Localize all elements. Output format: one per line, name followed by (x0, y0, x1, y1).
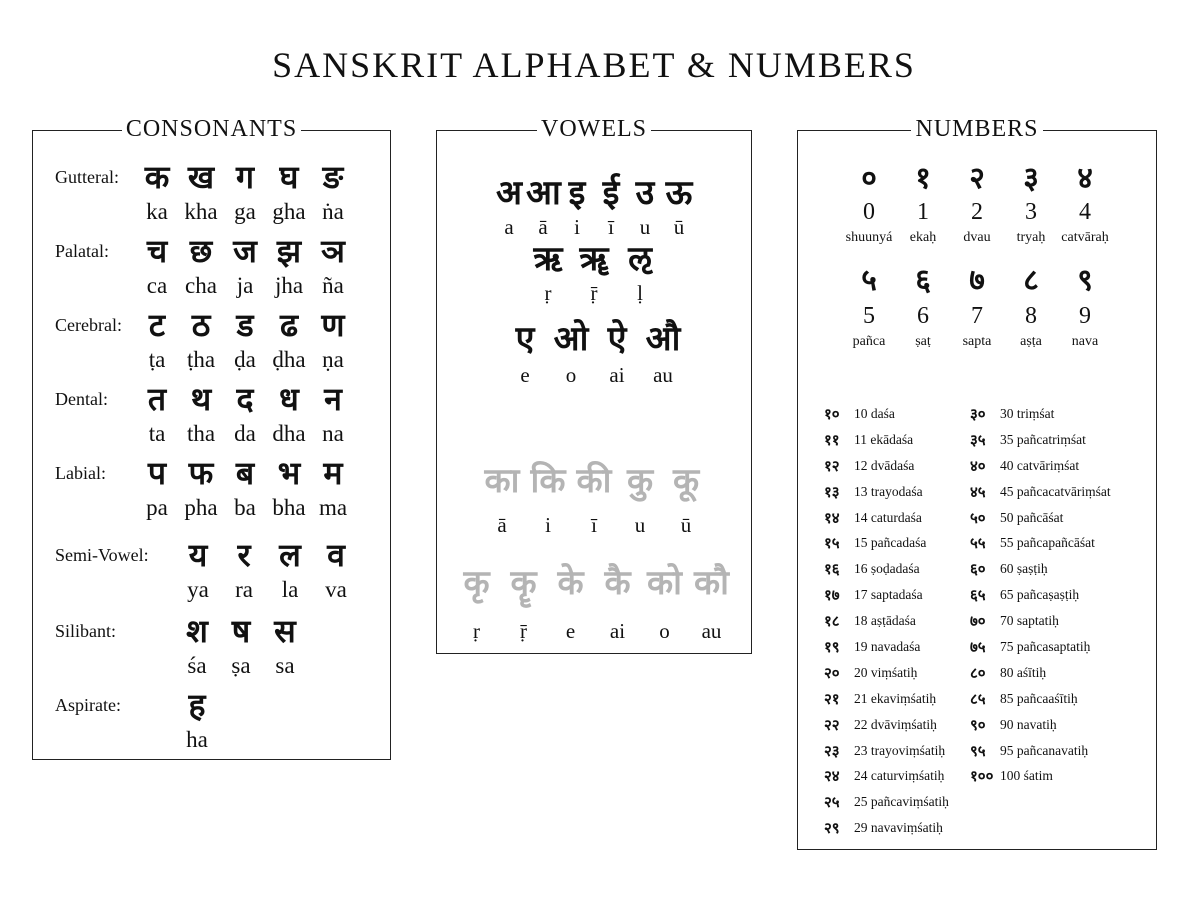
number-list-item (824, 712, 949, 738)
consonant-transliteration: cha (185, 273, 217, 298)
number-list-item (824, 505, 949, 531)
vowel-row-1-translit (437, 215, 751, 239)
consonant-transliteration: ka (146, 199, 168, 224)
devanagari-numeral: ८० (970, 663, 986, 682)
devanagari-numeral: १२ (824, 456, 840, 475)
numerals-row-1-devanagari-item: ४ (1077, 161, 1093, 196)
number-list-item (970, 556, 1111, 582)
number-word: 13 trayodaśa (854, 483, 923, 499)
vowel-row-5-letter-item: कौ (694, 563, 729, 603)
numerals-row-2-arabic-item: 8 (1025, 303, 1037, 329)
vowel-row-5-translit-item: ṛ (473, 619, 480, 643)
devanagari-numeral: १७ (824, 586, 840, 605)
consonant-transliteration: pha (184, 495, 218, 520)
numbers-panel (797, 116, 1157, 850)
vowel-row-4-letter-item: की (576, 461, 612, 501)
vowel-row-5-translit-item: o (659, 619, 670, 643)
devanagari-numeral: १६ (824, 560, 840, 579)
vowel-row-1-translit-item: a (504, 215, 514, 239)
consonant-row-label: Cerebral: (55, 315, 122, 335)
vowel-row-2-letters (437, 239, 751, 279)
number-list-item (824, 556, 949, 582)
vowel-row-2-translit (437, 281, 751, 305)
number-word: 19 navadaśa (854, 638, 921, 654)
vowel-row-2-letter-item: ॠ (579, 239, 609, 279)
vowels-heading: VOWELS (437, 115, 751, 143)
vowel-row-4-translit-item: ā (497, 513, 507, 537)
numerals-row-1-word-item: dvau (963, 230, 991, 245)
vowel-row-1-translit-item: i (574, 215, 580, 239)
vowel-row-3-letter-item: औ (645, 319, 681, 359)
devanagari-numeral: ७५ (970, 637, 986, 656)
number-word: 11 ekādaśa (854, 431, 914, 447)
consonant-transliterations (175, 577, 359, 603)
vowel-row-5-translit-item: ṝ (520, 619, 527, 643)
number-word: 21 ekaviṃśatiḥ (854, 690, 937, 706)
consonant-letter: ष (231, 612, 251, 650)
consonant-row (33, 159, 390, 235)
number-list-item (824, 738, 949, 764)
consonant-transliteration: ṭha (186, 347, 216, 372)
consonant-transliteration: bha (272, 495, 306, 520)
number-list-item (824, 608, 949, 634)
vowels-panel (436, 116, 752, 654)
consonant-transliteration: ṅa (322, 199, 344, 224)
number-list-item (970, 530, 1111, 556)
numerals-row-2-devanagari-item: ७ (969, 263, 985, 298)
consonant-transliteration: ha (186, 727, 208, 752)
consonant-transliteration: tha (186, 421, 216, 446)
number-word: 29 navaviṃśatiḥ (854, 820, 943, 836)
consonant-transliterations (135, 199, 355, 225)
consonant-transliteration: sa (275, 653, 295, 678)
vowel-row-4-letters (437, 461, 751, 501)
numerals-row-1-arabic-item: 2 (971, 199, 983, 225)
vowel-row-3-letter-item: ए (515, 319, 535, 359)
vowel-row-1-letter-item: अ (496, 173, 522, 213)
number-word: 17 saptadaśa (854, 587, 923, 603)
vowel-row-1-translit-item: ā (538, 215, 548, 239)
numerals-row-1-devanagari-item: २ (969, 161, 985, 196)
consonant-letter: भ (277, 454, 301, 492)
devanagari-numeral: ९० (970, 715, 986, 734)
number-list-item (824, 660, 949, 686)
vowel-row-5-letter-item: कॄ (510, 563, 537, 603)
consonant-letter: ध (279, 380, 299, 418)
numerals-row-2-word-item: ṣaṭ (915, 334, 931, 349)
number-list-item (824, 582, 949, 608)
number-list-item (824, 453, 949, 479)
consonant-letters (175, 687, 219, 723)
consonant-letter: फ (188, 454, 214, 492)
vowel-row-4-translit-item: ī (591, 513, 597, 537)
devanagari-numeral: १५ (824, 534, 840, 553)
vowel-row-3-translit-item: au (653, 363, 673, 387)
consonant-letters (135, 159, 355, 195)
vowel-row-4-letter-item: कि (530, 461, 566, 501)
numerals-row-1-word-item: ekaḥ (909, 230, 937, 245)
consonant-transliterations (175, 653, 307, 679)
consonant-transliteration: pa (146, 495, 168, 520)
numbers-heading: NUMBERS (798, 115, 1156, 143)
numerals-row-1-arabic-item: 0 (863, 199, 875, 225)
number-word: 40 catvāriṃśat (1000, 457, 1080, 473)
number-word: 70 saptatiḥ (1000, 613, 1059, 629)
numerals-row-1-devanagari-item: १ (915, 161, 931, 196)
consonant-letter: द (236, 380, 254, 418)
numerals-row-2-arabic-item: 9 (1079, 303, 1091, 329)
number-list-item (970, 427, 1111, 453)
consonant-transliteration: ḍa (234, 347, 256, 372)
numerals-row-2-word-item: sapta (962, 334, 992, 349)
vowel-row-2-letter-item: ऋ (533, 239, 563, 279)
consonant-letter: च (146, 232, 168, 270)
numerals-row-2-devanagari-item: ९ (1077, 263, 1093, 298)
number-word: 75 pañcasaptatiḥ (1000, 638, 1091, 654)
numerals-row-2-arabic-item: 6 (917, 303, 929, 329)
number-list-item (970, 712, 1111, 738)
number-word: 95 pañcanavatiḥ (1000, 742, 1089, 758)
number-list-item (970, 686, 1111, 712)
number-list-item (970, 479, 1111, 505)
consonant-row (33, 233, 390, 309)
numerals-row-1-arabic (798, 199, 1156, 225)
consonant-transliteration: ca (146, 273, 168, 298)
number-word: 14 caturdaśa (854, 509, 922, 525)
devanagari-numeral: ३० (970, 404, 986, 423)
number-list-item (824, 789, 949, 815)
vowel-row-1-letter-item: ऊ (665, 173, 693, 213)
number-word: 23 trayoviṃśatiḥ (854, 742, 946, 758)
consonant-letter: प (147, 454, 167, 492)
devanagari-numeral: १३ (824, 482, 840, 501)
number-list-item (824, 530, 949, 556)
number-list-item (824, 401, 949, 427)
consonant-row-label: Silibant: (55, 621, 117, 641)
devanagari-numeral: २५ (824, 793, 840, 812)
consonant-transliteration: ṣa (231, 653, 251, 678)
numerals-row-1-words (798, 229, 1156, 247)
consonant-row (33, 537, 390, 613)
vowel-row-1-letter-item: इ (568, 173, 586, 213)
consonant-letter: ग (235, 158, 255, 196)
consonant-letter: य (188, 536, 208, 574)
number-word: 20 viṃśatiḥ (854, 664, 918, 680)
numerals-row-1-word-item: shuunyá (845, 230, 893, 245)
consonant-letter: क (144, 158, 170, 196)
number-list-item (970, 738, 1111, 764)
vowel-row-3-translit-item: ai (609, 363, 625, 387)
vowel-row-3-translit (437, 363, 751, 387)
numerals-row-1-arabic-item: 1 (917, 199, 929, 225)
consonant-letter: स (274, 612, 296, 650)
consonant-transliteration: ba (234, 495, 256, 520)
devanagari-numeral: ७० (970, 612, 986, 631)
number-word: 45 pañcacatvāriṃśat (1000, 483, 1111, 499)
vowel-row-5-translit-item: au (701, 619, 722, 643)
number-word: 100 śatim (1000, 768, 1053, 784)
devanagari-numeral: २२ (824, 715, 840, 734)
number-list-item (970, 608, 1111, 634)
number-word: 22 dvāviṃśatiḥ (854, 716, 937, 732)
vowel-row-4-letter-item: कु (626, 461, 654, 501)
consonant-transliteration: dha (272, 421, 306, 446)
numerals-row-2-devanagari-item: ५ (861, 263, 877, 298)
number-list-item (824, 815, 949, 841)
number-word: 25 pañcaviṃśatiḥ (854, 794, 949, 810)
consonant-letter: ख (187, 158, 215, 196)
number-word: 35 pañcatriṃśat (1000, 431, 1086, 447)
vowel-row-2-translit-item: ṝ (590, 281, 598, 305)
consonant-row-label: Gutteral: (55, 167, 119, 187)
consonant-row (33, 381, 390, 457)
devanagari-numeral: ८५ (970, 689, 986, 708)
vowel-row-1-letter-item: आ (526, 173, 561, 213)
number-word: 30 triṃśat (1000, 405, 1055, 421)
consonant-row-label: Aspirate: (55, 695, 121, 715)
consonant-transliterations (135, 347, 355, 373)
consonant-letter: र (237, 536, 251, 574)
numerals-row-2-words (798, 333, 1156, 351)
numerals-row-2-arabic-item: 7 (971, 303, 983, 329)
vowel-row-5-letter-item: के (557, 563, 584, 603)
consonant-row (33, 455, 390, 531)
consonant-letters (135, 381, 355, 417)
consonants-panel (32, 116, 391, 760)
vowel-row-1-letters (437, 173, 751, 213)
number-list-item (970, 763, 1111, 789)
number-word: 90 navatiḥ (1000, 716, 1057, 732)
number-list-item (970, 401, 1111, 427)
consonant-transliteration: la (281, 577, 299, 602)
devanagari-numeral: ३५ (970, 430, 986, 449)
page-title: SANSKRIT ALPHABET & NUMBERS (272, 45, 916, 85)
number-list-item (824, 686, 949, 712)
number-word: 50 pañcāśat (1000, 509, 1064, 525)
numerals-row-1-devanagari-item: ३ (1023, 161, 1039, 196)
consonant-transliteration: śa (187, 653, 207, 678)
consonant-row (33, 687, 390, 763)
consonant-letter: त (147, 380, 167, 418)
numerals-row-1-arabic-item: 3 (1025, 199, 1037, 225)
numerals-row-2-devanagari-item: ८ (1023, 263, 1039, 298)
consonant-transliteration: ṇa (322, 347, 344, 372)
vowel-row-3-letter-item: ऐ (607, 319, 627, 359)
vowel-row-5-translit-item: ai (609, 619, 626, 643)
devanagari-numeral: २१ (824, 689, 840, 708)
consonant-transliteration: ḍha (272, 347, 306, 372)
vowel-row-5-letter-item: कै (604, 563, 631, 603)
vowel-row-5-translit (437, 619, 751, 643)
number-word: 85 pañcaaśītiḥ (1000, 690, 1078, 706)
consonant-transliteration: gha (272, 199, 306, 224)
consonant-letters (175, 613, 307, 649)
consonant-transliteration: ta (148, 421, 166, 446)
consonant-letter: ज (233, 232, 257, 270)
consonant-transliteration: ra (235, 577, 253, 602)
number-list-item (970, 634, 1111, 660)
vowel-row-5-letters (437, 563, 751, 603)
number-list-item (824, 479, 949, 505)
consonant-letter: न (324, 380, 342, 418)
number-word: 65 pañcaṣaṣṭiḥ (1000, 587, 1080, 603)
devanagari-numeral: ६५ (970, 586, 986, 605)
number-list-item (970, 505, 1111, 531)
vowel-row-5-letter-item: कृ (463, 563, 490, 603)
devanagari-numeral: २३ (824, 741, 840, 760)
devanagari-numeral: १० (824, 404, 840, 423)
consonant-transliteration: ṭa (148, 347, 166, 372)
number-word: 16 ṣoḍadaśa (854, 561, 920, 577)
consonants-heading: CONSONANTS (33, 115, 390, 143)
consonant-transliteration: ja (236, 273, 254, 298)
numerals-row-2-arabic-item: 5 (863, 303, 875, 329)
consonant-letter: ब (235, 454, 255, 492)
number-list-item (970, 453, 1111, 479)
vowel-row-3-translit-item: e (520, 363, 530, 387)
consonant-letter: ञ (321, 232, 345, 270)
number-list-item (824, 634, 949, 660)
vowel-row-5-letter-item: को (647, 563, 682, 603)
devanagari-numeral: ५५ (970, 534, 986, 553)
vowel-row-1-translit-item: u (639, 215, 651, 239)
devanagari-numeral: ५० (970, 508, 986, 527)
consonant-letter: ट (148, 306, 166, 344)
consonant-row-label: Dental: (55, 389, 108, 409)
numerals-row-2-devanagari-item: ६ (915, 263, 931, 298)
numerals-row-2-arabic (798, 303, 1156, 329)
consonant-letters (135, 233, 355, 269)
consonant-letter: छ (189, 232, 213, 270)
consonant-letter: म (323, 454, 343, 492)
vowel-row-1-letter-item: उ (635, 173, 655, 213)
number-list-right (970, 401, 1111, 789)
numerals-row-1-word-item: tryaḥ (1016, 230, 1046, 245)
number-word: 15 pañcadaśa (854, 535, 927, 551)
vowel-row-2-letter-item: ऌ (628, 239, 652, 279)
consonant-letter: श (186, 612, 208, 650)
consonant-letter: व (327, 536, 345, 574)
consonant-transliterations (135, 421, 355, 447)
number-word: 60 ṣaṣṭiḥ (1000, 561, 1048, 577)
consonant-letter: झ (276, 232, 302, 270)
consonant-letters (135, 307, 355, 343)
vowel-row-5-translit-item: e (565, 619, 576, 643)
number-list-item (824, 763, 949, 789)
consonant-transliteration: ya (187, 577, 209, 602)
consonant-row (33, 613, 390, 689)
consonant-letter: घ (279, 158, 299, 196)
vowel-row-4-translit (437, 513, 751, 537)
consonant-transliteration: ña (322, 273, 344, 298)
consonant-row-label: Labial: (55, 463, 106, 483)
devanagari-numeral: २९ (824, 819, 840, 838)
consonant-transliteration: jha (274, 273, 304, 298)
devanagari-numeral: १९ (824, 637, 840, 656)
vowel-row-3-letter-item: ओ (553, 319, 589, 359)
devanagari-numeral: ४५ (970, 482, 986, 501)
number-word: 24 caturviṃśatiḥ (854, 768, 945, 784)
numerals-row-2-devanagari (798, 263, 1156, 299)
vowel-row-2-translit-item: ṛ (544, 281, 552, 305)
consonant-letter: थ (190, 380, 212, 418)
consonant-row-label: Semi-Vowel: (55, 545, 149, 565)
consonant-transliterations (175, 727, 219, 753)
vowel-row-4-translit-item: ū (680, 513, 692, 537)
number-word: 10 daśa (854, 405, 895, 421)
number-word: 18 aṣṭādaśa (854, 613, 916, 629)
vowel-row-1-translit-item: ū (673, 215, 685, 239)
number-list-item (970, 660, 1111, 686)
consonant-transliteration: va (325, 577, 347, 602)
vowel-row-4-translit-item: i (545, 513, 551, 537)
devanagari-numeral: ९५ (970, 741, 986, 760)
numerals-row-1-devanagari (798, 161, 1156, 197)
vowel-row-2-translit-item: ḷ (637, 281, 643, 305)
numerals-row-2-word-item: nava (1071, 334, 1099, 349)
vowel-row-4-letter-item: कू (672, 461, 700, 501)
consonant-letter: ङ (322, 158, 344, 196)
consonant-transliteration: da (234, 421, 256, 446)
numerals-row-1-arabic-item: 4 (1079, 199, 1091, 225)
number-list-item (824, 427, 949, 453)
vowel-row-4-translit-item: u (634, 513, 646, 537)
consonant-transliterations (135, 495, 355, 521)
number-list-item (970, 582, 1111, 608)
consonant-letter: ड (236, 306, 254, 344)
vowel-row-1-letter-item: ई (602, 173, 620, 213)
consonant-row-label: Palatal: (55, 241, 109, 261)
devanagari-numeral: ४० (970, 456, 986, 475)
consonant-letters (135, 455, 355, 491)
consonant-letter: ढ (279, 306, 299, 344)
vowel-row-1-translit-item: ī (608, 215, 614, 239)
consonant-letters (175, 537, 359, 573)
consonant-transliteration: ga (234, 199, 256, 224)
consonant-transliteration: ma (318, 495, 348, 520)
consonant-row (33, 307, 390, 383)
number-word: 55 pañcapañcāśat (1000, 535, 1095, 551)
consonant-letter: ण (321, 306, 345, 344)
numerals-row-2-word-item: pañca (852, 334, 886, 349)
devanagari-numeral: २० (824, 663, 840, 682)
consonant-transliteration: na (322, 421, 344, 446)
numerals-row-2-word-item: aṣṭa (1020, 334, 1042, 349)
numerals-row-1-devanagari-item: ० (861, 161, 877, 196)
devanagari-numeral: १८ (824, 612, 840, 631)
devanagari-numeral: ६० (970, 560, 986, 579)
devanagari-numeral: १०० (970, 767, 994, 786)
devanagari-numeral: ११ (824, 430, 840, 449)
devanagari-numeral: २४ (824, 767, 840, 786)
vowel-row-3-letters (437, 319, 751, 359)
consonant-transliterations (135, 273, 355, 299)
number-word: 12 dvādaśa (854, 457, 915, 473)
vowel-row-4-letter-item: का (484, 461, 520, 501)
consonant-letter: ह (188, 686, 206, 724)
number-word: 80 aśītiḥ (1000, 664, 1047, 680)
numerals-row-1-word-item: catvāraḥ (1061, 230, 1109, 245)
devanagari-numeral: १४ (824, 508, 840, 527)
consonant-transliteration: kha (184, 199, 218, 224)
consonant-letter: ल (279, 536, 301, 574)
consonant-letter: ठ (191, 306, 211, 344)
vowel-row-3-translit-item: o (565, 363, 577, 387)
number-list-left (824, 401, 949, 841)
